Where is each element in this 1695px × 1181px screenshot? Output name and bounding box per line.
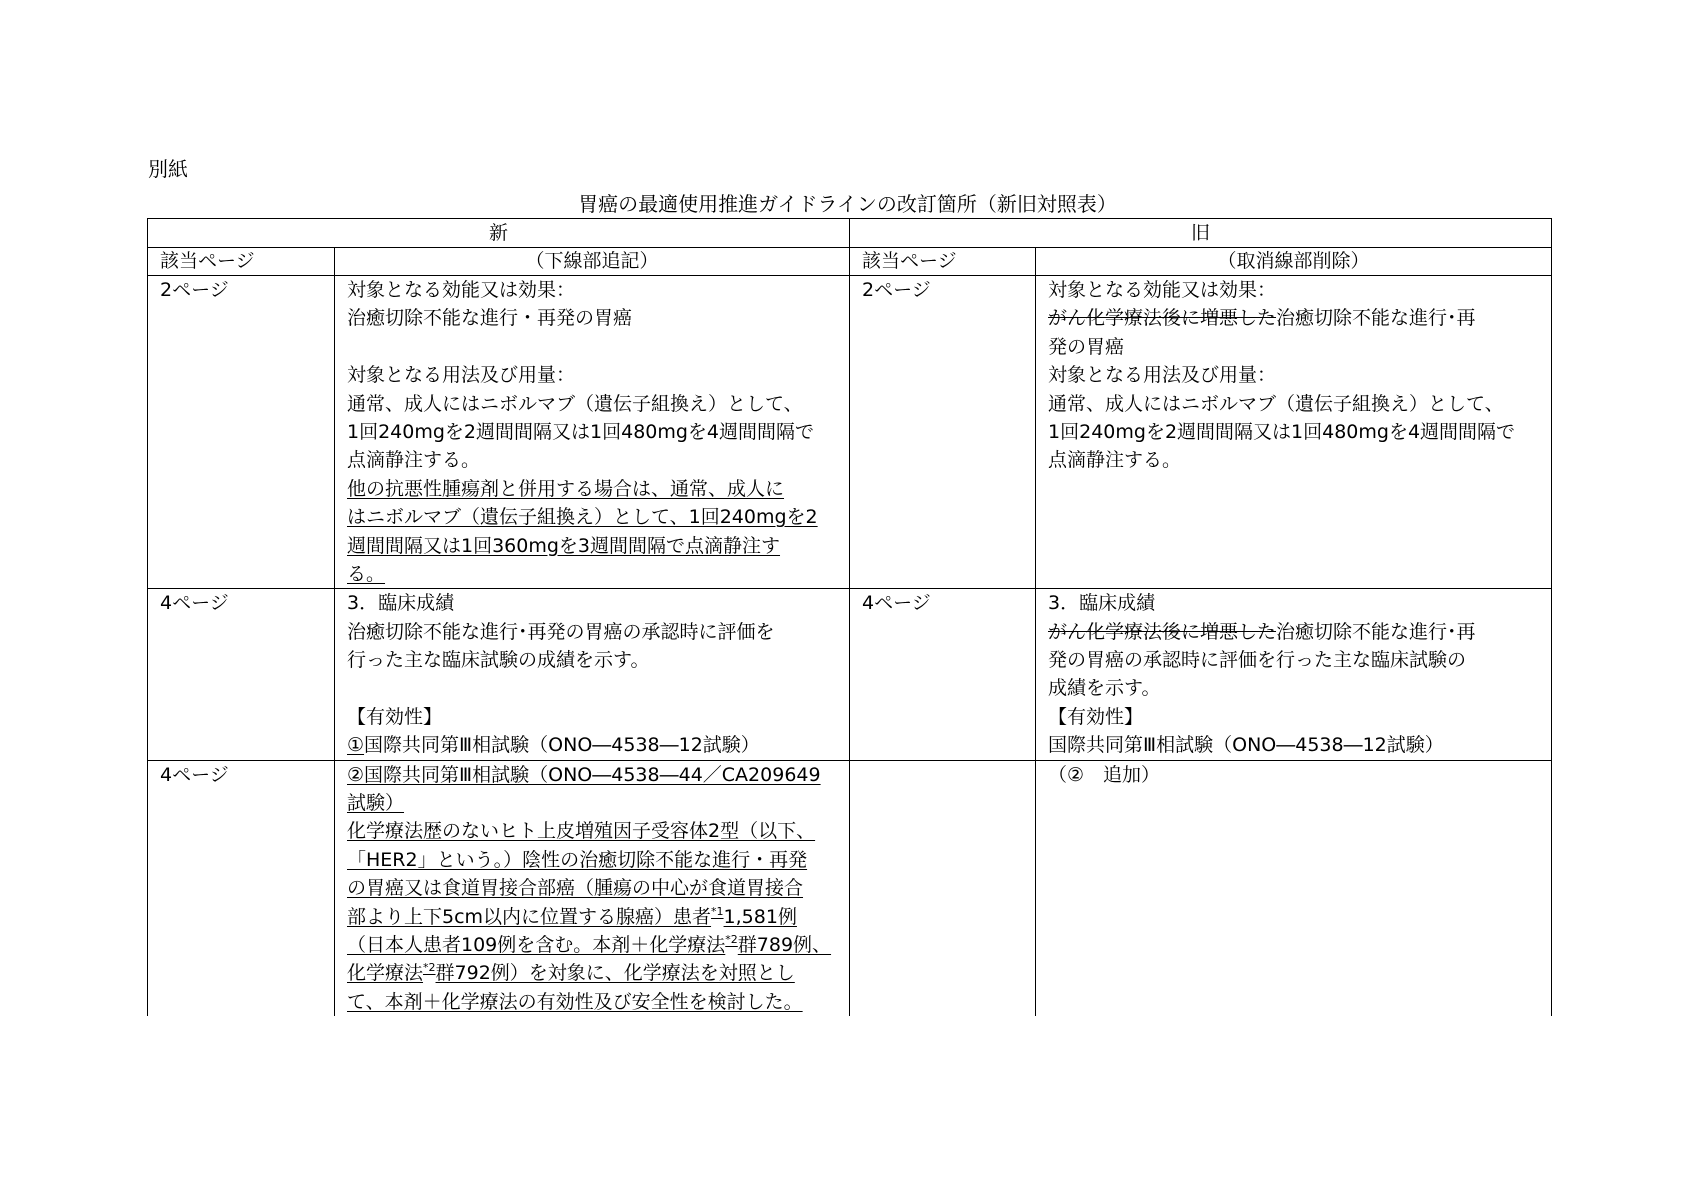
text-line	[1048, 731, 1551, 759]
new-page-cell: 4ページ	[148, 589, 335, 760]
header-row	[148, 219, 1552, 248]
old-content-cell	[1036, 276, 1552, 589]
text-line	[347, 446, 849, 474]
text-line	[347, 646, 849, 674]
text-segment: 国際共同第Ⅲ相試験（ONO―4538―12試験）	[1048, 734, 1444, 757]
text-segment: 1回240mgを2週間間隔又は1回480mgを4週間間隔で	[1048, 420, 1516, 443]
old-page-col-label: 該当ページ	[850, 248, 1036, 276]
text-segment: 対象となる効能又は効果：	[347, 279, 576, 301]
text-line	[1048, 276, 1551, 304]
text-line	[347, 959, 849, 987]
text-line	[1048, 589, 1551, 617]
text-line	[347, 731, 849, 759]
text-line	[347, 931, 849, 959]
text-segment: 対象となる用法及び用量：	[347, 364, 576, 387]
text-line	[347, 846, 849, 874]
new-page-cell: 4ページ	[148, 760, 335, 1016]
text-segment: （② 追加）	[1048, 763, 1161, 786]
text-line	[347, 903, 849, 931]
old-content-cell	[1036, 760, 1552, 1016]
added-text: *1	[711, 904, 724, 918]
new-content-cell	[335, 760, 850, 1016]
text-segment: 治癒切除不能な進行･再発の胃癌の承認時に評価を	[347, 620, 775, 643]
text-line	[347, 503, 849, 531]
text-segment: 成績を示す。	[1048, 677, 1161, 700]
text-line	[347, 418, 849, 446]
text-segment: 点滴静注する。	[1048, 449, 1182, 472]
text-line	[1048, 390, 1551, 418]
subheader-row	[148, 248, 1552, 276]
text-line	[347, 817, 849, 845]
text-line	[347, 276, 849, 304]
new-content-cell	[335, 276, 850, 589]
added-text: 部より上下5cm以内に位置する腺癌）患者	[347, 905, 712, 928]
text-line	[347, 874, 849, 902]
text-segment: 3．臨床成績	[347, 592, 455, 615]
text-line	[1048, 304, 1551, 332]
text-line	[347, 589, 849, 617]
table-row	[148, 589, 1552, 760]
added-text: ②国際共同第Ⅲ相試験（ONO―4538―44／CA209649	[347, 763, 821, 786]
text-line	[1048, 674, 1551, 702]
table-row	[148, 760, 1552, 1016]
added-text: *2	[423, 961, 436, 975]
new-note: （下線部追記）	[335, 248, 850, 276]
added-text: て、本剤＋化学療法の有効性及び安全性を検討した。	[347, 990, 803, 1013]
old-page-cell: 4ページ	[850, 589, 1036, 760]
text-line	[1048, 333, 1551, 361]
text-line	[347, 988, 849, 1016]
new-header: 新	[148, 219, 850, 248]
added-text: 群792例）を対象に、化学療法を対照とし	[435, 962, 795, 985]
text-line	[347, 789, 849, 817]
text-segment: 対象となる効能又は効果：	[1048, 279, 1277, 301]
text-segment: 治癒切除不能な進行・再発の胃癌	[347, 307, 633, 330]
old-content-cell	[1036, 589, 1552, 760]
comparison-table	[147, 218, 1552, 1016]
added-text: る。	[347, 562, 386, 585]
text-segment: 通常、成人にはニボルマブ（遺伝子組換え）として、	[1048, 392, 1504, 415]
text-segment: 【有効性】	[1048, 705, 1144, 728]
text-segment: 【有効性】	[347, 705, 443, 728]
added-text: 化学療法	[347, 962, 424, 985]
text-segment: 対象となる用法及び用量：	[1048, 364, 1277, 387]
added-text: 化学療法歴のないヒト上皮増殖因子受容体2型（以下、	[347, 820, 816, 843]
text-line	[1048, 418, 1551, 446]
added-text: の胃癌又は食道胃接合部癌（腫瘍の中心が食道胃接合	[347, 877, 804, 900]
text-line	[347, 761, 849, 789]
table-row	[148, 276, 1552, 589]
new-page-col-label: 該当ページ	[148, 248, 335, 276]
deleted-text: がん化学療法後に増悪した	[1048, 307, 1277, 330]
added-text: 週間間隔又は1回360mgを3週間間隔で点滴静注す	[347, 534, 781, 557]
text-line	[347, 333, 849, 361]
old-page-cell: 2ページ	[850, 276, 1036, 589]
text-line	[1048, 703, 1551, 731]
text-line	[347, 674, 849, 702]
text-line	[1048, 646, 1551, 674]
text-line	[347, 703, 849, 731]
text-line	[347, 361, 849, 389]
new-content-cell	[335, 589, 850, 760]
text-segment: 行った主な臨床試験の成績を示す。	[347, 649, 650, 672]
old-header: 旧	[850, 219, 1552, 248]
added-text: 試験）	[347, 792, 405, 815]
document-title: 胃癌の最適使用推進ガイドラインの改訂箇所（新旧対照表）	[578, 192, 1117, 216]
text-segment: 1回240mgを2週間間隔又は1回480mgを4週間間隔で	[347, 420, 815, 443]
text-line	[1048, 761, 1551, 789]
text-line	[347, 475, 849, 503]
text-segment: 発の胃癌	[1048, 335, 1125, 358]
deleted-text: がん化学療法後に増悪した	[1048, 620, 1277, 643]
text-line	[1048, 361, 1551, 389]
text-line	[1048, 618, 1551, 646]
text-line	[347, 618, 849, 646]
text-line	[347, 390, 849, 418]
added-text: はニボルマブ（遺伝子組換え）として、1回240mgを2	[347, 506, 818, 529]
text-line	[347, 304, 849, 332]
new-page-cell: 2ページ	[148, 276, 335, 589]
text-segment: 治癒切除不能な進行･再	[1276, 307, 1476, 330]
added-text: *2	[725, 932, 738, 946]
added-text: 群789例、	[737, 933, 832, 956]
text-line	[1048, 446, 1551, 474]
added-text: （日本人患者109例を含む。本剤＋化学療法	[347, 933, 726, 956]
text-segment: 発の胃癌の承認時に評価を行った主な臨床試験の	[1048, 649, 1467, 672]
text-segment: 3．臨床成績	[1048, 592, 1156, 615]
old-note: （取消線部削除）	[1036, 248, 1552, 276]
added-text: ①	[347, 734, 365, 757]
added-text: 「HER2」という。）陰性の治癒切除不能な進行・再発	[347, 848, 808, 871]
text-segment: 通常、成人にはニボルマブ（遺伝子組換え）として、	[347, 392, 803, 415]
added-text: 他の抗悪性腫瘍剤と併用する場合は、通常、成人に	[347, 477, 785, 500]
added-text: 1,581例	[723, 905, 797, 928]
attachment-label: 別紙	[148, 157, 188, 181]
old-page-cell	[850, 760, 1036, 1016]
text-line	[347, 560, 849, 588]
text-segment: 治癒切除不能な進行･再	[1276, 620, 1476, 643]
text-segment: 点滴静注する。	[347, 449, 481, 472]
text-line	[347, 532, 849, 560]
text-segment: 国際共同第Ⅲ相試験（ONO―4538―12試験）	[364, 734, 760, 757]
